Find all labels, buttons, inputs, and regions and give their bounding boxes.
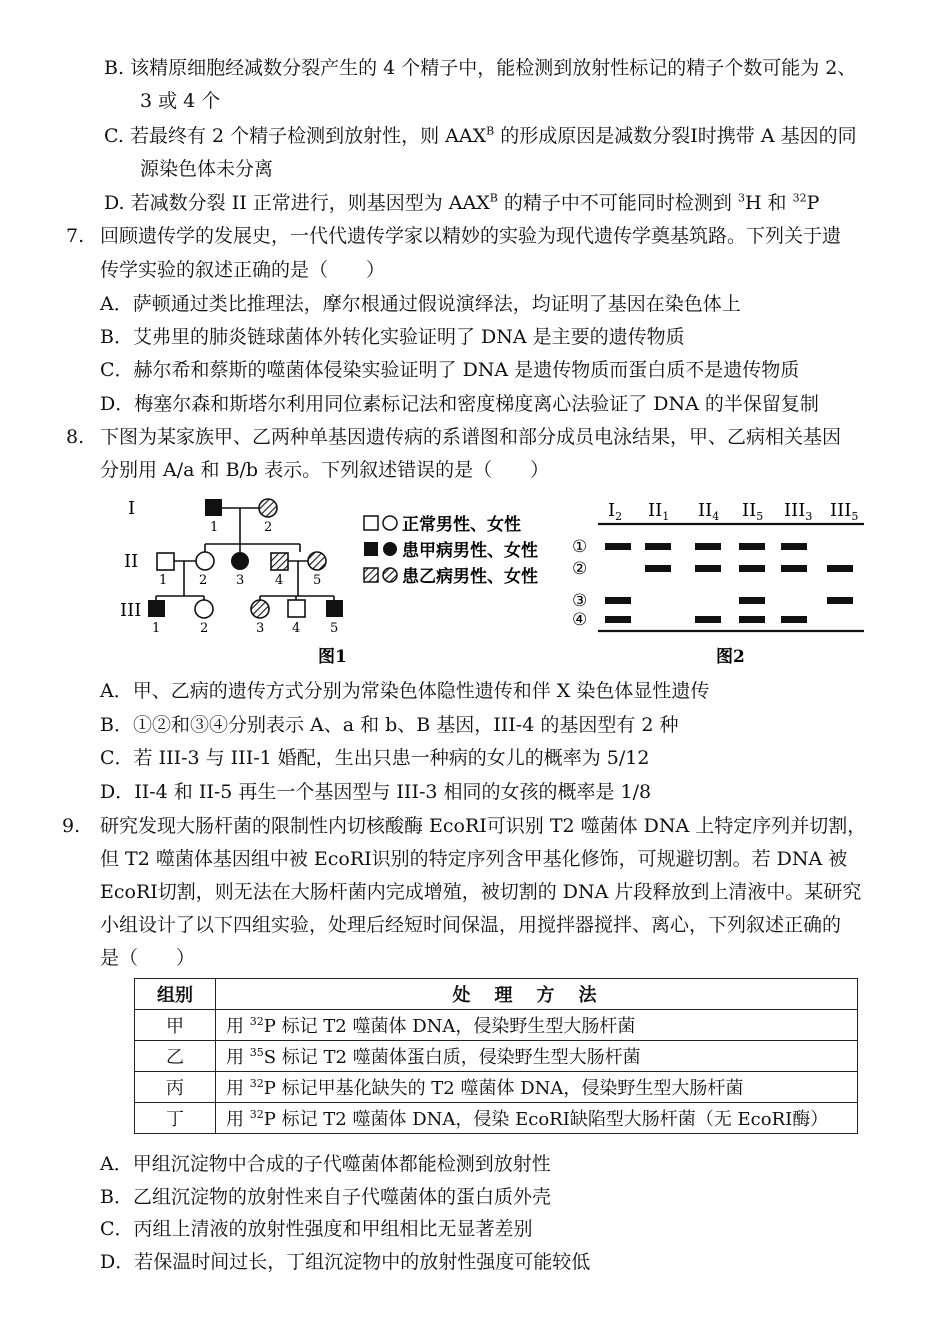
id-II1: 1 bbox=[159, 573, 168, 588]
id-II3: 3 bbox=[236, 573, 245, 588]
id-II5: 5 bbox=[313, 573, 322, 588]
q9-treatment-table bbox=[134, 978, 858, 1134]
pedigree-III1-affected-male bbox=[148, 600, 165, 617]
q6-option-c-line2: 源染色体未分离 bbox=[140, 158, 274, 180]
table-header-row bbox=[135, 979, 858, 1010]
legend-a-male-icon bbox=[364, 542, 378, 556]
gel-band bbox=[739, 543, 765, 550]
q6-d-text-d: P bbox=[806, 192, 820, 214]
row-text: P 标记甲基化缺失的 T2 噬菌体 DNA，侵染野生型大肠杆菌 bbox=[263, 1078, 744, 1099]
gen-label-2: II bbox=[124, 551, 139, 572]
row-pre: 用 bbox=[226, 1109, 250, 1130]
row-text: P 标记 T2 噬菌体 DNA，侵染野生型大肠杆菌 bbox=[263, 1016, 636, 1037]
id-II2: 2 bbox=[199, 573, 208, 588]
pedigree-I2-disease-b-female bbox=[259, 499, 277, 517]
gel-band bbox=[605, 616, 631, 623]
legend-a-female-icon bbox=[383, 542, 397, 556]
legend-b-female-icon bbox=[383, 568, 397, 582]
pedigree-legend bbox=[362, 510, 572, 594]
gel-band bbox=[695, 616, 721, 623]
row-method bbox=[216, 1103, 858, 1134]
band-label: ② bbox=[572, 559, 588, 579]
q6-d-label: D. bbox=[104, 192, 125, 214]
q6-b-label: B. bbox=[104, 57, 125, 79]
table-row bbox=[135, 1041, 858, 1072]
id-III4: 4 bbox=[292, 621, 301, 636]
gel-band bbox=[827, 565, 853, 572]
header-group: 组别 bbox=[135, 979, 216, 1010]
q9-option-d: D．若保温时间过长，丁组沉淀物中的放射性强度可能较低 bbox=[100, 1251, 591, 1273]
pedigree-III4-normal-male bbox=[288, 600, 305, 617]
row-method bbox=[216, 1041, 858, 1072]
row-method bbox=[216, 1010, 858, 1041]
q7-option-c: C．赫尔希和蔡斯的噬菌体侵染实验证明了 DNA 是遗传物质而蛋白质不是遗传物质 bbox=[100, 359, 800, 381]
q8-option-a: A．甲、乙病的遗传方式分别为常染色体隐性遗传和伴 X 染色体显性遗传 bbox=[100, 680, 710, 702]
lane-label: $III_3$ bbox=[784, 500, 813, 523]
band-label: ④ bbox=[572, 610, 588, 630]
table-row bbox=[135, 1103, 858, 1134]
row-group: 乙 bbox=[135, 1041, 216, 1072]
gel-band bbox=[781, 616, 807, 623]
q8-stem-line2: 分别用 A/a 和 B/b 表示。下列叙述错误的是（ ） bbox=[100, 459, 550, 481]
row-sup: 32 bbox=[249, 1108, 264, 1121]
id-III2: 2 bbox=[200, 621, 209, 636]
q7-number: 7. bbox=[66, 225, 85, 247]
pedigree-III3-disease-b-female bbox=[251, 600, 269, 618]
q6-d-text-c: H 和 bbox=[744, 192, 793, 214]
q7-option-a: A．萨顿通过类比推理法，摩尔根通过假说演绎法，均证明了基因在染色体上 bbox=[100, 293, 741, 315]
pedigree-II3-affected-female bbox=[231, 552, 249, 570]
pedigree-II4-disease-b-male bbox=[271, 553, 288, 570]
gel-band bbox=[827, 597, 853, 604]
row-pre: 用 bbox=[226, 1047, 250, 1068]
q6-d-sup3: 32 bbox=[792, 191, 807, 205]
q8-number: 8. bbox=[66, 426, 85, 448]
q9-stem-line5: 是（ ） bbox=[100, 947, 196, 969]
gel-band bbox=[695, 543, 721, 550]
row-method bbox=[216, 1072, 858, 1103]
row-pre: 用 bbox=[226, 1078, 250, 1099]
gel-band bbox=[739, 616, 765, 623]
legend-normal: 正常男性、女性 bbox=[402, 515, 521, 535]
lane-label: $II_4$ bbox=[698, 500, 720, 523]
lane-label: $II_1$ bbox=[648, 500, 670, 523]
pedigree-II5-disease-b-female bbox=[308, 552, 326, 570]
q6-c-text-a: 若最终有 2 个精子检测到放射性，则 AAX bbox=[129, 125, 487, 147]
pedigree-II1-normal-male bbox=[157, 553, 174, 570]
q6-c-label: C. bbox=[104, 125, 124, 147]
row-sup: 35 bbox=[249, 1046, 264, 1059]
lane-label: $III_5$ bbox=[830, 500, 859, 523]
legend-disease-b: 患乙病男性、女性 bbox=[402, 567, 538, 587]
q6-option-d bbox=[104, 189, 819, 217]
q8-option-d: D．II-4 和 II-5 再生一个基因型与 III-3 相同的女孩的概率是 1/8 bbox=[100, 781, 652, 803]
row-text: S 标记 T2 噬菌体蛋白质，侵染野生型大肠杆菌 bbox=[263, 1047, 641, 1068]
table-row bbox=[135, 1010, 858, 1041]
id-I1: 1 bbox=[210, 520, 219, 535]
legend-b-male-icon bbox=[364, 568, 378, 582]
q8-stem-line1: 下图为某家族甲、乙两种单基因遗传病的系谱图和部分成员电泳结果，甲、乙病相关基因 bbox=[100, 426, 842, 448]
band-label: ① bbox=[572, 537, 588, 557]
q6-c-sup: B bbox=[486, 124, 495, 138]
id-I2: 2 bbox=[264, 520, 273, 535]
q9-stem-line1: 研究发现大肠杆菌的限制性内切核酸酶 EcoRI可识别 T2 噬菌体 DNA 上特定序列并切割， bbox=[100, 815, 867, 837]
fig1-caption: 图1 bbox=[318, 647, 347, 667]
q9-number: 9. bbox=[62, 815, 81, 837]
q9-option-a: A．甲组沉淀物中合成的子代噬菌体都能检测到放射性 bbox=[100, 1153, 551, 1175]
table-row bbox=[135, 1072, 858, 1103]
gen-label-3: III bbox=[120, 600, 142, 621]
fig2-caption: 图2 bbox=[716, 647, 745, 667]
electrophoresis-figure bbox=[568, 492, 868, 672]
row-sup: 32 bbox=[249, 1015, 264, 1028]
row-group: 丁 bbox=[135, 1103, 216, 1134]
q8-option-b: B．①②和③④分别表示 A、a 和 b、B 基因，III-4 的基因型有 2 种 bbox=[100, 714, 679, 736]
q6-d-text-a: 若减数分裂 II 正常进行，则基因型为 AAX bbox=[130, 192, 490, 214]
q6-b-text: 该精原细胞经减数分裂产生的 4 个精子中，能检测到放射性标记的精子个数可能为 2、 bbox=[130, 57, 857, 79]
row-text: P 标记 T2 噬菌体 DNA，侵染 EcoRI缺陷型大肠杆菌（无 EcoRI酶） bbox=[263, 1109, 829, 1130]
q7-stem-line2: 传学实验的叙述正确的是（ ） bbox=[100, 259, 386, 281]
q6-option-b-line2: 3 或 4 个 bbox=[140, 90, 221, 112]
q9-stem-line4: 小组设计了以下四组实验，处理后经短时间保温，用搅拌器搅拌、离心，下列叙述正确的 bbox=[100, 914, 842, 936]
q6-d-text-b: 的精子中不可能同时检测到 bbox=[497, 192, 738, 214]
pedigree-III5-affected-male bbox=[326, 600, 343, 617]
gen-label-1: I bbox=[128, 498, 136, 519]
gel-band bbox=[781, 565, 807, 572]
q7-option-b: B．艾弗里的肺炎链球菌体外转化实验证明了 DNA 是主要的遗传物质 bbox=[100, 326, 685, 348]
q6-d-sup1: B bbox=[489, 191, 498, 205]
row-sup: 32 bbox=[249, 1077, 264, 1090]
q7-option-d: D．梅塞尔森和斯塔尔利用同位素标记法和密度梯度离心法验证了 DNA 的半保留复制 bbox=[100, 393, 819, 415]
gel-band bbox=[781, 543, 807, 550]
pedigree-II2-normal-female bbox=[196, 552, 214, 570]
pedigree-III2-normal-female bbox=[195, 600, 213, 618]
q6-c-text-b: 的形成原因是减数分裂Ⅰ时携带 A 基因的同 bbox=[494, 125, 857, 147]
gel-band bbox=[645, 565, 671, 572]
row-group: 甲 bbox=[135, 1010, 216, 1041]
q7-stem-line1: 回顾遗传学的发展史，一代代遗传学家以精妙的实验为现代遗传学奠基筑路。下列关于遗 bbox=[100, 225, 842, 247]
gel-band bbox=[739, 565, 765, 572]
q9-stem-line3: EcoRI切割，则无法在大肠杆菌内完成增殖，被切割的 DNA 片段释放到上清液中。某研究 bbox=[100, 881, 862, 903]
q6-d-sup2: 3 bbox=[737, 191, 745, 205]
id-III5: 5 bbox=[330, 621, 339, 636]
gel-band bbox=[695, 565, 721, 572]
gel-band bbox=[739, 597, 765, 604]
q8-option-c: C．若 III-3 与 III-1 婚配，生出只患一种病的女儿的概率为 5/12 bbox=[100, 747, 650, 769]
lane-label: $I_2$ bbox=[608, 500, 623, 523]
pedigree-I1-affected-male bbox=[205, 499, 222, 516]
id-III1: 1 bbox=[152, 621, 161, 636]
header-method: 处理方法 bbox=[216, 979, 858, 1010]
lane-label: $II_5$ bbox=[742, 500, 764, 523]
q9-stem-line2: 但 T2 噬菌体基因组中被 EcoRI识别的特定序列含甲基化修饰，可规避切割。若 DNA 被 bbox=[100, 848, 848, 870]
row-group: 丙 bbox=[135, 1072, 216, 1103]
band-label: ③ bbox=[572, 591, 588, 611]
q6-option-b-line1 bbox=[104, 54, 856, 82]
id-II4: 4 bbox=[275, 573, 284, 588]
legend-normal-female-icon bbox=[383, 516, 397, 530]
legend-normal-male-icon bbox=[364, 516, 378, 530]
id-III3: 3 bbox=[256, 621, 265, 636]
q9-option-c: C．丙组上清液的放射性强度和甲组相比无显著差别 bbox=[100, 1218, 533, 1240]
legend-disease-a: 患甲病男性、女性 bbox=[402, 541, 538, 561]
gel-band bbox=[645, 543, 671, 550]
row-pre: 用 bbox=[226, 1016, 250, 1037]
q6-option-c-line1 bbox=[104, 122, 857, 150]
q9-option-b: B．乙组沉淀物的放射性来自子代噬菌体的蛋白质外壳 bbox=[100, 1186, 551, 1208]
gel-band bbox=[605, 543, 631, 550]
gel-band bbox=[605, 597, 631, 604]
